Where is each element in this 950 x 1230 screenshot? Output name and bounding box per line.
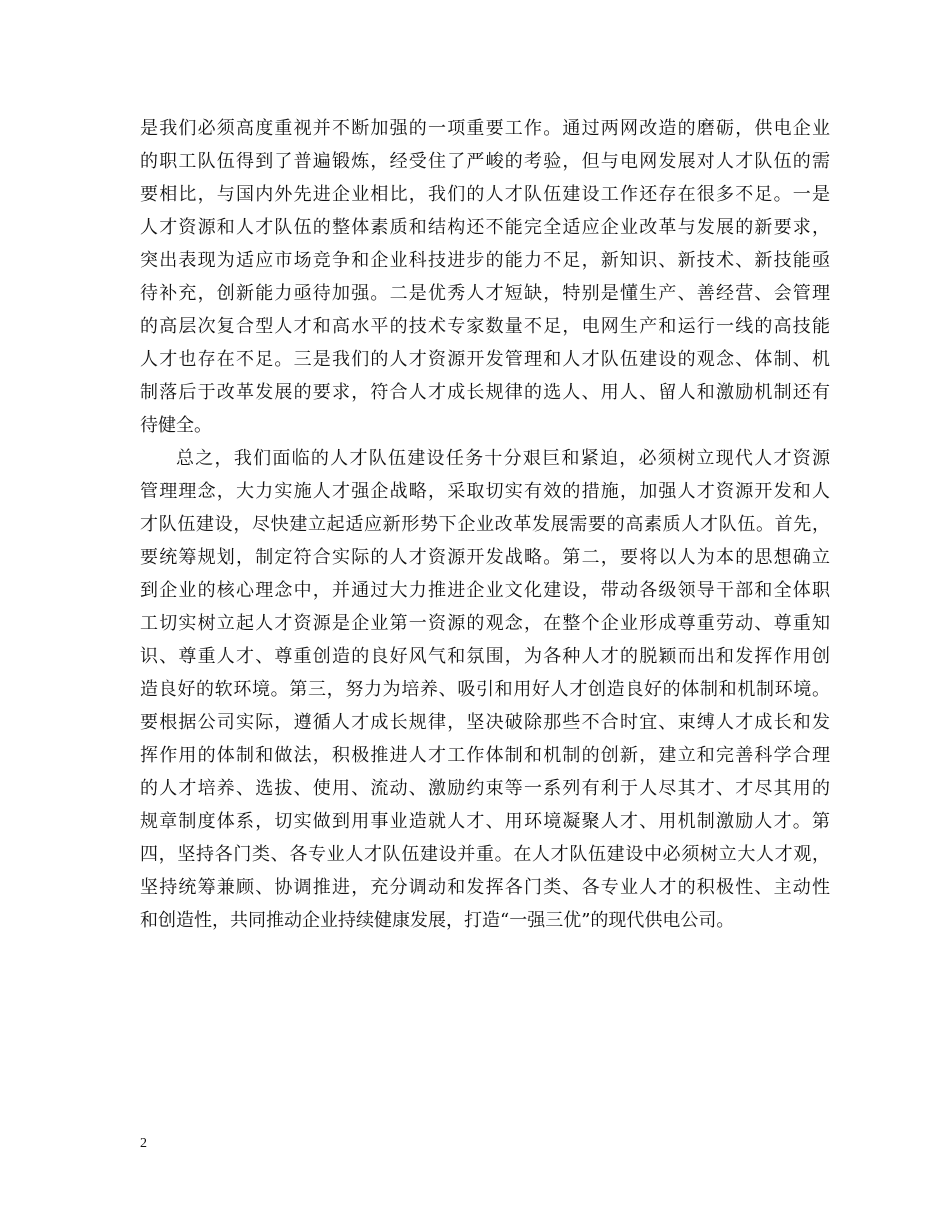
text-line: 造良好的软环境。第三，努力为培养、吸引和用好人才创造良好的体制和机制环境。 <box>140 679 830 700</box>
text-line: 工切实树立起人才资源是企业第一资源的观念，在整个企业形成尊重劳动、尊重知 <box>140 613 830 634</box>
text-line: 到企业的核心理念中，并通过大力推进企业文化建设，带动各级领导干部和全体职 <box>140 580 830 601</box>
text-line: 人才也存在不足。三是我们的人才资源开发管理和人才队伍建设的观念、体制、机 <box>140 349 830 370</box>
text-line: 挥作用的体制和做法，积极推进人才工作体制和机制的创新，建立和完善科学合理 <box>140 745 830 766</box>
document-body <box>140 112 830 937</box>
text-line: 四，坚持各门类、各专业人才队伍建设并重。在人才队伍建设中必须树立大人才观， <box>140 844 830 865</box>
text-line: 才队伍建设，尽快建立起适应新形势下企业改革发展需要的高素质人才队伍。首先， <box>140 514 830 535</box>
page-number: 2 <box>140 1136 147 1151</box>
text-line: 和创造性，共同推动企业持续健康发展，打造“一强三优”的现代供电公司。 <box>140 910 735 931</box>
text-line: 待健全。 <box>140 415 212 436</box>
text-line: 制落后于改革发展的要求，符合人才成长规律的选人、用人、留人和激励机制还有 <box>140 382 830 403</box>
text-line: 要根据公司实际，遵循人才成长规律，坚决破除那些不合时宜、束缚人才成长和发 <box>140 712 830 733</box>
text-line: 是我们必须高度重视并不断加强的一项重要工作。通过两网改造的磨砺，供电企业 <box>140 118 830 139</box>
text-line: 规章制度体系，切实做到用事业造就人才、用环境凝聚人才、用机制激励人才。第 <box>140 811 830 832</box>
paragraph <box>140 442 830 937</box>
paragraph <box>140 112 830 442</box>
text-line: 要统筹规划，制定符合实际的人才资源开发战略。第二，要将以人为本的思想确立 <box>140 547 830 568</box>
text-line: 总之，我们面临的人才队伍建设任务十分艰巨和紧迫，必须树立现代人才资源 <box>176 448 830 469</box>
text-line: 坚持统筹兼顾、协调推进，充分调动和发挥各门类、各专业人才的积极性、主动性 <box>140 877 830 898</box>
text-line: 待补充，创新能力亟待加强。二是优秀人才短缺，特别是懂生产、善经营、会管理 <box>140 283 830 304</box>
text-line: 人才资源和人才队伍的整体素质和结构还不能完全适应企业改革与发展的新要求， <box>140 217 830 238</box>
text-line: 的高层次复合型人才和高水平的技术专家数量不足，电网生产和运行一线的高技能 <box>140 316 830 337</box>
text-line: 的人才培养、选拔、使用、流动、激励约束等一系列有利于人尽其才、才尽其用的 <box>140 778 830 799</box>
text-line: 的职工队伍得到了普遍锻炼，经受住了严峻的考验，但与电网发展对人才队伍的需 <box>140 151 830 172</box>
text-line: 要相比，与国内外先进企业相比，我们的人才队伍建设工作还存在很多不足。一是 <box>140 184 830 205</box>
text-line: 识、尊重人才、尊重创造的良好风气和氛围，为各种人才的脱颖而出和发挥作用创 <box>140 646 830 667</box>
text-line: 管理理念，大力实施人才强企战略，采取切实有效的措施，加强人才资源开发和人 <box>140 481 830 502</box>
text-line: 突出表现为适应市场竞争和企业科技进步的能力不足，新知识、新技术、新技能亟 <box>140 250 830 271</box>
